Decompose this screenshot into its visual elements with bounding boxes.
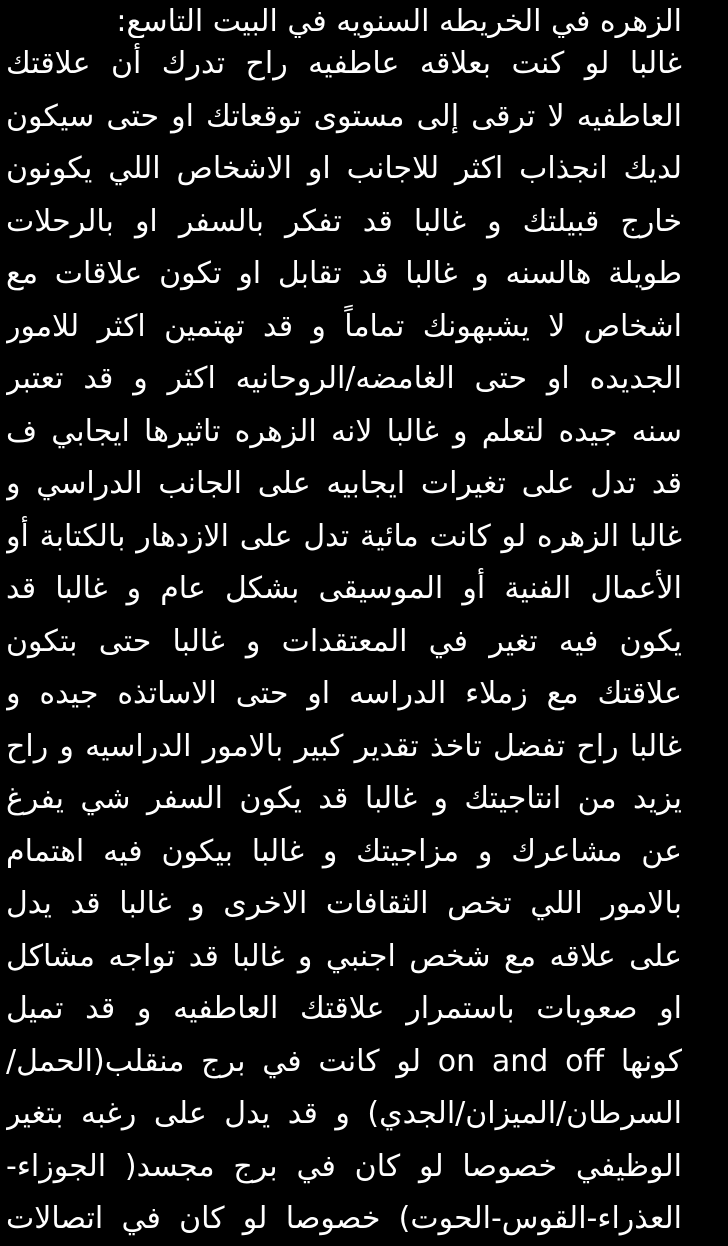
- note-line: او صعوبات باستمرار علاقتك العاطفيه و قد تميل: [6, 991, 682, 1026]
- note-line: لديك انجذاب اكثر للاجانب او الاشخاص اللي يكونون: [6, 151, 682, 186]
- note-line: غالبا لو كنت بعلاقه عاطفيه راح تدرك أن علاقتك: [6, 46, 682, 81]
- note-line: كونها on and off لو كانت في برج منقلب(الحمل/: [6, 1043, 682, 1079]
- note-line: غالبا الزهره لو كانت مائية تدل على الازدهار بالكتابة أو: [6, 518, 682, 554]
- note-line: خارج قبيلتك و غالبا قد تفكر بالسفر او بالرحلات: [6, 203, 682, 239]
- note-line: العاطفيه لا ترقى إلى مستوى توقعاتك او حتى سيكون: [6, 98, 682, 134]
- note-line: العذراء-القوس-الحوت) خصوصا لو كان في اتصالات: [6, 1201, 682, 1236]
- note-line: الوظيفي خصوصا لو كان في برج مجسد( الجوزاء-: [6, 1148, 682, 1184]
- note-heading-line: الزهره في الخريطه السنويه في البيت التاسع:: [116, 5, 682, 38]
- note-line: علاقتك مع زملاء الدراسه او حتى الاساتذه جيده و: [6, 676, 682, 711]
- note-line: على علاقه مع شخص اجنبي و غالبا قد تواجه مشاكل: [6, 938, 682, 974]
- note-line: غالبا راح تفضل تاخذ تقدير كبير بالامور الدراسيه و راح: [6, 728, 682, 764]
- note-line: سنه جيده لتعلم و غالبا لانه الزهره تاثيرها ايجابي ف: [6, 413, 682, 449]
- note-line: الأعمال الفنية أو الموسيقى بشكل عام و غالبا قد: [6, 571, 682, 606]
- note-line: طويلة هالسنه و غالبا قد تقابل او تكون علاقات مع: [6, 256, 682, 291]
- note-line: يزيد من انتاجيتك و غالبا قد يكون السفر شي يفرغ: [6, 781, 682, 816]
- note-line: الجديده او حتى الغامضه/الروحانيه اكثر و قد تعتبر: [6, 361, 682, 396]
- note-line: يكون فيه تغير في المعتقدات و غالبا حتى بتكون: [6, 623, 682, 659]
- note-line: قد تدل على تغيرات ايجابيه على الجانب الدراسي و: [6, 466, 682, 501]
- note-line: السرطان/الميزان/الجدي) و قد يدل على رغبه بتغير: [6, 1096, 682, 1131]
- note-line: بالامور اللي تخص الثقافات الاخرى و غالبا قد يدل: [6, 886, 682, 921]
- note-line: اشخاص لا يشبهونك تماماً و قد تهتمين اكثر للامور: [6, 308, 682, 344]
- note-line: عن مشاعرك و مزاجيتك و غالبا بيكون فيه اهتمام: [6, 833, 682, 869]
